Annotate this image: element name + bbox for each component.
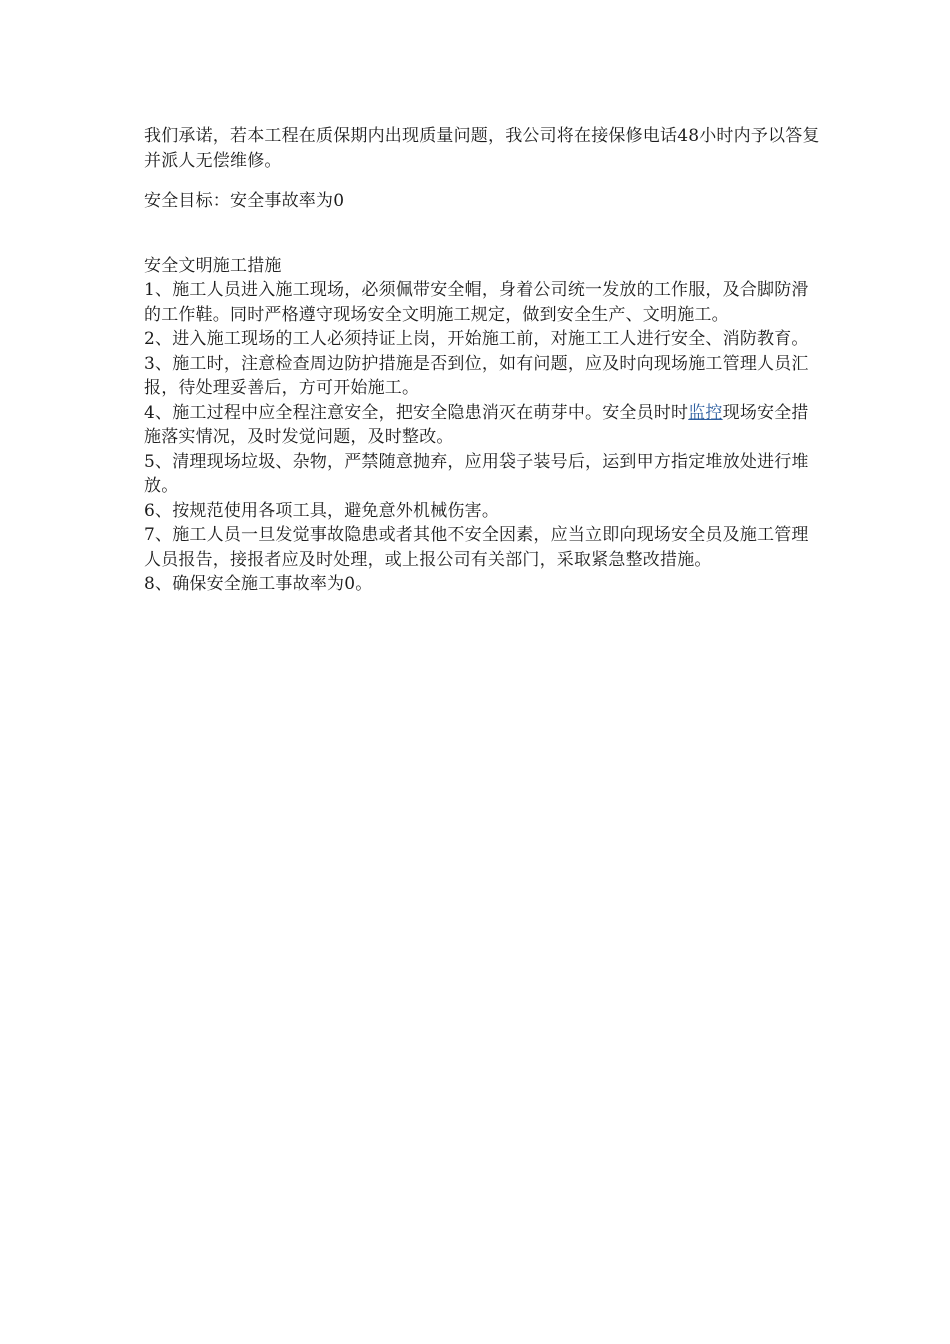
list-item: 1、施工人员进入施工现场，必须佩带安全帽，身着公司统一发放的工作服，及合脚防滑的工作鞋。同时严格遵守现场安全文明施工规定，做到安全生产、文明施工。 — [144, 280, 809, 325]
spacer — [144, 173, 824, 189]
document-page — [144, 124, 824, 597]
warranty-paragraph: 我们承诺，若本工程在质保期内出现质量问题，我公司将在接保修电话48小时内予以答复并派人无偿维修。 — [144, 126, 820, 171]
list-item: 7、施工人员一旦发觉事故隐患或者其他不安全因素，应当立即向现场安全员及施工管理人员报告，接报者应及时处理，或上报公司有关部门，采取紧急整改措施。 — [144, 525, 809, 570]
spacer — [144, 214, 824, 254]
list-item: 2、进入施工现场的工人必须持证上岗，开始施工前，对施工工人进行安全、消防教育。 — [144, 329, 809, 349]
list-item: 5、清理现场垃圾、杂物，严禁随意抛弃，应用袋子装号后，运到甲方指定堆放处进行堆放。 — [144, 451, 809, 496]
measures-list — [144, 278, 824, 597]
list-item: 6、按规范使用各项工具，避免意外机械伤害。 — [144, 500, 500, 521]
list-item: 8、确保安全施工事故率为0。 — [144, 574, 373, 594]
list-item — [144, 401, 824, 450]
safety-goal: 安全目标：安全事故率为0 — [144, 191, 345, 211]
section-title: 安全文明施工措施 — [144, 255, 282, 276]
list-item: 3、施工时，注意检查周边防护措施是否到位，如有问题，应及时向现场施工管理人员汇报，待处理妥善后，方可开始施工。 — [144, 353, 809, 398]
list-item-text: 4、施工过程中应全程注意安全，把安全隐患消灭在萌芽中。安全员时时 — [144, 402, 689, 423]
monitor-link[interactable]: 监控 — [688, 402, 723, 423]
list-item-text: 现场安全措施落实情况，及时发觉问题，及时整改。 — [144, 402, 809, 447]
